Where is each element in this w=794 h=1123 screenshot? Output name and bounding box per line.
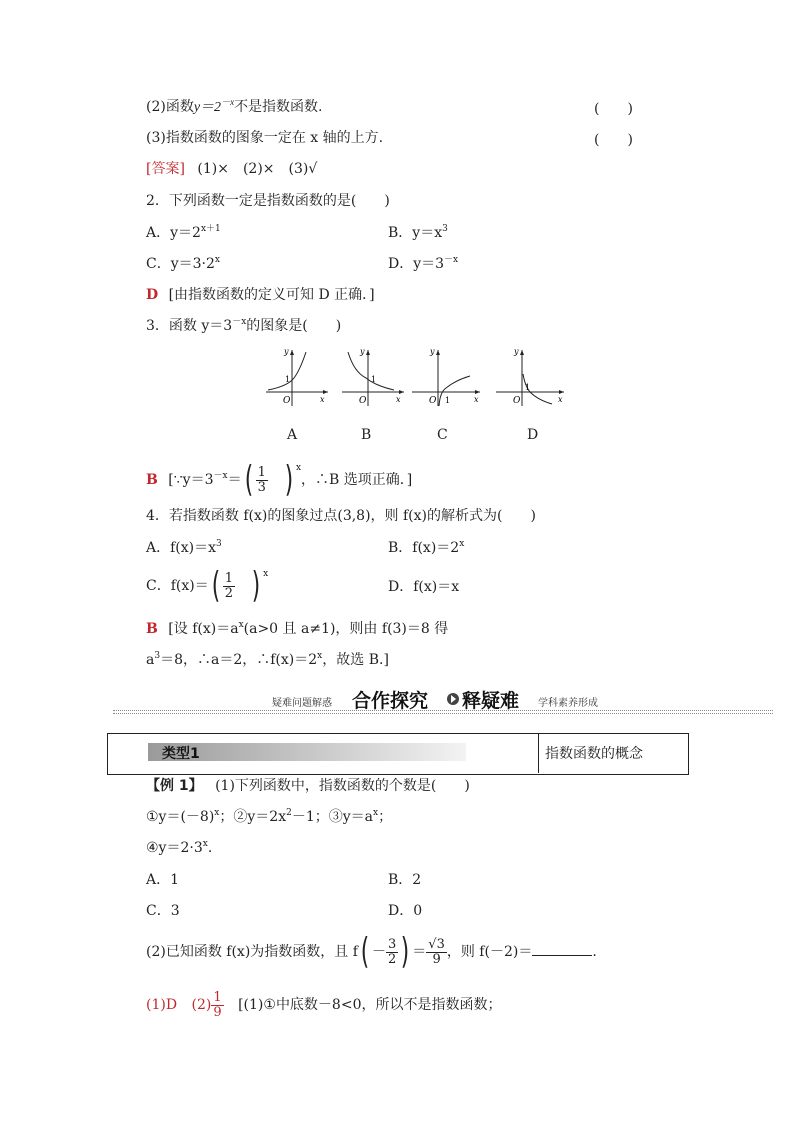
example-1-tag: 【例 1】 [146, 778, 203, 794]
q4-option-c-text: C．f(x)＝ [146, 578, 209, 594]
q4-option-c [146, 565, 269, 606]
graph-b-x-label: x [396, 395, 401, 404]
banner-title-2: 释疑难 [462, 690, 520, 712]
q4-answer-line-2-prefix: a [146, 652, 155, 668]
graph-a-origin: O [283, 396, 291, 406]
part-2-result-fraction [426, 938, 447, 967]
func-line-2-end: . [207, 840, 213, 856]
q3-left-paren: ( [244, 459, 253, 500]
graph-b-y-arrow [366, 350, 370, 355]
graph-label-a: A [287, 427, 298, 443]
q4-option-c-left-paren: ( [211, 565, 220, 606]
part-2-fraction [386, 938, 398, 967]
q3-answer-outer-exponent: x [295, 463, 302, 473]
q2-option-c-exponent: x [214, 255, 220, 265]
item-2-answer-paren: ( ) [594, 101, 633, 117]
q4-option-b [388, 539, 464, 559]
q4-option-c-numerator: 1 [224, 570, 234, 586]
q3-stem-exponent: －x [232, 317, 247, 327]
item-2 [146, 98, 323, 117]
graph-a-y-arrow [290, 350, 294, 355]
graph-b-one: 1 [371, 375, 377, 384]
q4-answer-line-2-exponent: 3 [154, 651, 161, 661]
part-2-left-paren: ( [360, 931, 370, 972]
part-2-fraction-denominator: 2 [387, 951, 397, 967]
func-3: －1；③y＝a [291, 809, 373, 825]
q3-fraction-denominator: 3 [257, 479, 266, 495]
graph-c-x-label: x [474, 395, 479, 404]
graph-c-origin: O [429, 396, 437, 406]
q4-answer-line-2-suffix: ，故选 B.] [322, 652, 389, 668]
q4-answer-line-2 [146, 651, 389, 671]
example-1-answer-1: (1)D [146, 997, 178, 1013]
item-3-answer-paren: ( ) [594, 132, 633, 148]
graph-d-y-label: y [514, 347, 519, 356]
q4-answer-line-1-prefix: [设 f(x)＝a [168, 621, 239, 637]
example-1-functions-line-1 [146, 808, 392, 828]
q4-option-a [146, 539, 222, 559]
q4-option-c-denominator: 2 [224, 585, 234, 601]
part-2-answer-blank[interactable] [532, 955, 592, 956]
graph-c-one: 1 [445, 396, 451, 405]
q4-option-d: D．f(x)＝x [388, 579, 460, 595]
banner-title-1: 合作探究 [352, 690, 429, 712]
q3-answer-prefix: [∵y＝3 [168, 472, 214, 488]
q2-option-c-text: C．y＝3·2 [146, 256, 215, 272]
example-1-answer-text: [(1)①中底数－8<0，所以不是指数函数； [238, 997, 502, 1013]
q4-option-c-right-paren: ) [251, 565, 261, 606]
q4-option-a-exponent: 3 [216, 539, 222, 549]
graph-a-x-label: x [320, 395, 325, 404]
q4-answer-line-2-exponent-2: x [317, 651, 323, 661]
q4-option-b-exponent: x [459, 539, 465, 549]
q3-stem-suffix: 的图象是( ) [246, 318, 342, 334]
func-4: ④y＝2·3 [146, 840, 203, 856]
item-2-exponent: －x [221, 97, 235, 107]
q2-option-d-exponent: －x [444, 255, 459, 265]
part-2-suffix: ，则 f(－2)＝ [446, 944, 533, 960]
type-title: 指数函数的概念 [545, 746, 643, 762]
func-1: ①y＝(－8) [146, 809, 215, 825]
graph-d [492, 344, 568, 410]
q2-option-c [146, 255, 220, 275]
q2-answer-text: [由指数函数的定义可知 D 正确．] [168, 287, 375, 303]
func-1-exponent: x [214, 808, 220, 818]
banner-divider-1 [113, 710, 773, 711]
part-2-right-paren: ) [401, 931, 410, 972]
q3-stem-prefix: 3．函数 y＝3 [146, 318, 233, 334]
example-1-functions-line-2 [146, 839, 212, 859]
q2-option-d-text: D．y＝3 [388, 256, 445, 272]
q4-stem: 4．若指数函数 f(x)的图象过点(3,8)，则 f(x)的解析式为( ) [146, 508, 536, 524]
part-2-equals: ＝ [412, 944, 427, 960]
answer-tag: [答案] [146, 161, 185, 177]
graph-a-curve [268, 352, 306, 390]
q2-answer [146, 286, 375, 304]
q2-option-b-exponent: 3 [442, 224, 448, 234]
q3-answer-suffix: ，∴B 选项正确．] [301, 472, 413, 488]
graph-c-y-label: y [430, 347, 435, 356]
example-1-answer-2-fraction [211, 991, 223, 1020]
part-2-prefix: (2)已知函数 f(x)为指数函数，且 f [146, 944, 358, 960]
q2-option-a-exponent: x＋1 [200, 224, 221, 234]
graph-a [262, 344, 332, 410]
graph-c-curve [439, 376, 470, 406]
q4-answer-letter: B [146, 621, 158, 637]
q3-answer-letter: B [146, 472, 158, 488]
graph-a-x-arrow [323, 390, 328, 394]
q4-answer-line-1-suffix: (a>0 且 a≠1)，则由 f(3)＝8 得 [243, 621, 449, 637]
graph-d-y-arrow [520, 350, 524, 355]
graph-b [338, 344, 408, 410]
example-1-part-2 [146, 931, 597, 972]
q4-answer-line-2-middle: ＝8，∴a＝2，∴f(x)＝2 [160, 652, 318, 668]
q3-answer-fraction [256, 466, 268, 495]
example-1-answer-2-denominator: 9 [213, 1004, 222, 1020]
graph-b-curve [348, 352, 394, 390]
func-2: ；②y＝2x [219, 809, 287, 825]
item-2-suffix: 不是指数函数. [234, 99, 323, 115]
example-1-option-d: D．0 [388, 903, 423, 919]
graph-a-one: 1 [285, 375, 291, 384]
graph-b-origin: O [359, 396, 367, 406]
func-3-exponent: x [373, 808, 379, 818]
q2-option-b [388, 224, 448, 244]
type-label: 类型1 [162, 746, 200, 762]
graph-d-x-label: x [558, 395, 563, 404]
graph-label-b: B [361, 427, 372, 443]
q3-right-paren: ) [284, 459, 294, 500]
q3-answer [146, 459, 413, 500]
graph-a-y-label: y [284, 347, 289, 356]
example-1-answer-2-numerator: 1 [213, 989, 222, 1005]
graph-d-one: 1 [525, 383, 531, 392]
banner-arrow-icon [446, 692, 460, 706]
example-1-answer-2-prefix: (2) [191, 997, 212, 1013]
banner-right-caption: 学科素养形成 [538, 698, 598, 709]
func-line-1-end: ； [378, 809, 393, 825]
graph-d-x-arrow [559, 390, 564, 394]
graph-label-d: D [527, 427, 539, 443]
graph-c-y-arrow [436, 350, 440, 355]
part-2-result-denominator: 9 [432, 951, 441, 967]
banner-left-caption: 疑难问题解惑 [272, 698, 332, 709]
graph-b-y-label: y [360, 347, 365, 356]
example-1-answer [146, 990, 501, 1020]
item-2-prefix: (2)函数 [146, 99, 194, 115]
graph-b-x-arrow [399, 390, 404, 394]
item-3: (3)指数函数的图象一定在 x 轴的上方. [146, 130, 384, 146]
example-1-option-b: B．2 [388, 872, 422, 888]
graph-c [408, 344, 484, 410]
q3-answer-equals: ＝ [227, 472, 242, 488]
q2-option-d [388, 255, 458, 275]
q4-answer-line-1 [146, 620, 448, 640]
func-2-exponent: 2 [286, 808, 292, 818]
example-1-stem [146, 777, 470, 795]
example-1-option-a: A．1 [146, 872, 180, 888]
q4-option-c-fraction [223, 572, 235, 601]
part-2-end: . [592, 944, 597, 960]
answer-row [146, 160, 317, 178]
q3-fraction-numerator: 1 [257, 464, 266, 480]
answer-text: (1)× (2)× (3)√ [197, 161, 318, 177]
q4-answer-line-1-exponent: x [238, 620, 244, 630]
q2-stem: 2．下列函数一定是指数函数的是( ) [146, 193, 390, 209]
item-2-equation: y＝2 [193, 100, 222, 115]
q2-answer-letter: D [146, 287, 159, 303]
q3-answer-exponent: －x [213, 471, 228, 481]
part-2-fraction-numerator: 3 [387, 936, 397, 952]
func-4-exponent: x [202, 839, 208, 849]
graph-c-x-arrow [475, 390, 480, 394]
q3-stem [146, 317, 341, 337]
part-2-result-numerator: √3 [428, 936, 445, 952]
banner-divider-2 [113, 713, 773, 714]
type-box-divider [538, 733, 539, 773]
q4-option-c-exponent: x [263, 569, 269, 579]
graph-label-c: C [437, 427, 448, 443]
q2-option-b-text: B．y＝x [388, 225, 443, 241]
example-1-option-c: C．3 [146, 903, 180, 919]
q4-option-b-text: B．f(x)＝2 [388, 540, 460, 556]
q2-option-a [146, 224, 221, 244]
q4-option-a-text: A．f(x)＝x [146, 540, 217, 556]
part-2-minus: － [371, 944, 386, 960]
example-1-stem-text: (1)下列函数中，指数函数的个数是( ) [215, 778, 470, 794]
graph-d-origin: O [513, 396, 521, 406]
q2-option-a-text: A．y＝2 [146, 225, 201, 241]
